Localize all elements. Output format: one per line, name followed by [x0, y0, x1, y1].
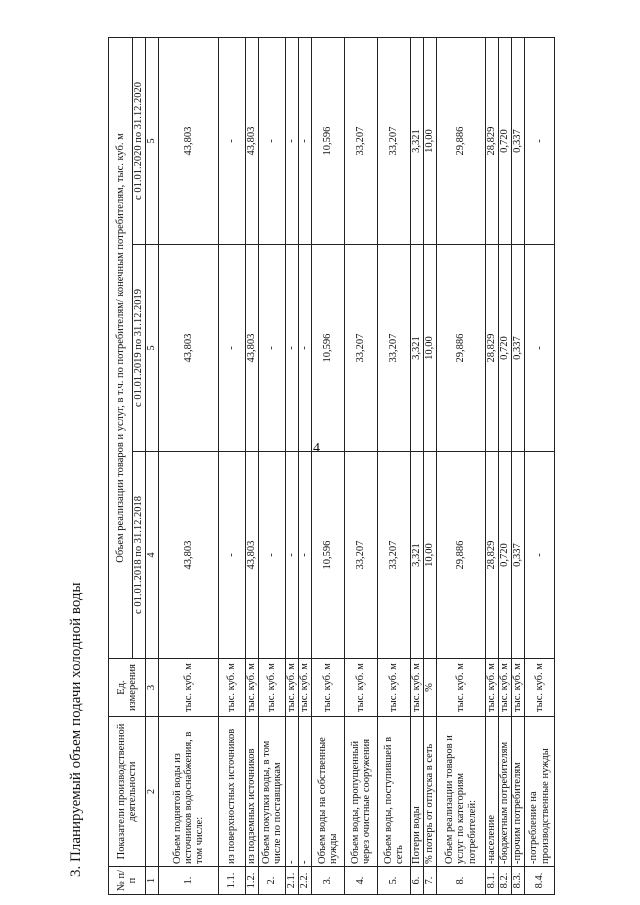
- row-value-2019: 43,803: [159, 245, 219, 452]
- header-unit: Ед. измерения: [109, 659, 146, 717]
- row-value-2019: -: [286, 245, 299, 452]
- row-indicator: Объем воды, пропущенный через очистные сооружения: [345, 717, 378, 867]
- row-value-2018: -: [299, 452, 312, 659]
- row-unit: тыс. куб. м: [345, 659, 378, 717]
- row-indicator: Объем реализации товаров и услуг по категориям потребителей:: [437, 717, 486, 867]
- row-value-2019: 28,829: [486, 245, 499, 452]
- row-value-2019: 33,207: [378, 245, 411, 452]
- row-value-2020: 43,803: [246, 37, 259, 244]
- row-unit: тыс. куб. м: [486, 659, 499, 717]
- row-number: 5.: [378, 867, 411, 895]
- index-cell: 1: [146, 867, 159, 895]
- row-value-2020: 33,207: [378, 37, 411, 244]
- row-unit: тыс. куб. м: [159, 659, 219, 717]
- row-value-2018: 0,337: [512, 452, 525, 659]
- row-value-2018: 43,803: [246, 452, 259, 659]
- row-unit: тыс. куб. м: [299, 659, 312, 717]
- row-unit: тыс. куб. м: [312, 659, 345, 717]
- water-supply-table: [108, 37, 555, 895]
- row-indicator: -прочим потребителям: [512, 717, 525, 867]
- row-value-2020: -: [525, 37, 555, 244]
- row-number: 1.2.: [246, 867, 259, 895]
- table-row: [159, 37, 219, 894]
- row-unit: тыс. куб. м: [286, 659, 299, 717]
- row-unit: тыс. куб. м: [411, 659, 424, 717]
- header-row-top: [109, 37, 133, 894]
- row-value-2018: 33,207: [345, 452, 378, 659]
- row-number: 1.: [159, 867, 219, 895]
- table-row: [299, 37, 312, 894]
- row-indicator: -население: [486, 717, 499, 867]
- row-unit: тыс. куб. м: [525, 659, 555, 717]
- table-row: [424, 37, 437, 894]
- row-number: 8.1.: [486, 867, 499, 895]
- row-number: 2.2.: [299, 867, 312, 895]
- row-indicator: Объем воды, поступившей в сеть: [378, 717, 411, 867]
- section-heading: 3. Планируемый объем подачи холодной воды: [68, 582, 84, 877]
- table-row: [246, 37, 259, 894]
- index-cell: 5: [146, 37, 159, 244]
- row-number: 8.4.: [525, 867, 555, 895]
- header-period-2019: с 01.01.2019 по 31.12.2019: [133, 245, 146, 452]
- header-period-2018: с 01.01.2018 по 31.12.2018: [133, 452, 146, 659]
- table-row: [378, 37, 411, 894]
- row-number: 1.1.: [219, 867, 246, 895]
- row-value-2018: 0,720: [499, 452, 512, 659]
- row-value-2019: 33,207: [345, 245, 378, 452]
- index-row: [146, 37, 159, 894]
- row-value-2019: 29,886: [437, 245, 486, 452]
- row-number: 3.: [312, 867, 345, 895]
- row-value-2019: 10,596: [312, 245, 345, 452]
- table-row: [345, 37, 378, 894]
- row-indicator: -: [299, 717, 312, 867]
- row-value-2019: 0,337: [512, 245, 525, 452]
- row-value-2020: 33,207: [345, 37, 378, 244]
- row-number: 8.: [437, 867, 486, 895]
- header-group: Объем реализации товаров и услуг, в т.ч. по потребителям/ конечным потребителям, тыс. куб. м: [109, 37, 133, 658]
- row-value-2018: 28,829: [486, 452, 499, 659]
- row-value-2018: -: [525, 452, 555, 659]
- row-value-2018: 10,596: [312, 452, 345, 659]
- row-value-2018: 3,321: [411, 452, 424, 659]
- row-value-2020: 0,337: [512, 37, 525, 244]
- row-value-2020: -: [259, 37, 286, 244]
- row-unit: тыс. куб. м: [219, 659, 246, 717]
- index-cell: 4: [146, 452, 159, 659]
- table-row: [259, 37, 286, 894]
- row-number: 6.: [411, 867, 424, 895]
- table-row: [312, 37, 345, 894]
- row-value-2018: -: [219, 452, 246, 659]
- row-indicator: Объем воды на собственные нужды: [312, 717, 345, 867]
- header-num: № п/п: [109, 867, 146, 895]
- index-cell: 5: [146, 245, 159, 452]
- row-value-2019: 3,321: [411, 245, 424, 452]
- row-unit: тыс. куб. м: [437, 659, 486, 717]
- row-indicator: -: [286, 717, 299, 867]
- row-value-2018: 10,00: [424, 452, 437, 659]
- row-value-2018: -: [286, 452, 299, 659]
- header-period-2020: с 01.01.2020 по 31.12.2020: [133, 37, 146, 244]
- row-indicator: -потребление на производственные нужды: [525, 717, 555, 867]
- row-number: 2.: [259, 867, 286, 895]
- row-number: 8.2.: [499, 867, 512, 895]
- table-row: [486, 37, 499, 894]
- table-row: [286, 37, 299, 894]
- row-unit: тыс. куб. м: [246, 659, 259, 717]
- row-value-2019: 10,00: [424, 245, 437, 452]
- row-indicator: из поверхностных источников: [219, 717, 246, 867]
- row-number: 7.: [424, 867, 437, 895]
- row-unit: %: [424, 659, 437, 717]
- row-value-2020: 3,321: [411, 37, 424, 244]
- row-number: 8.3.: [512, 867, 525, 895]
- page-number: 4: [313, 441, 320, 456]
- row-value-2019: -: [525, 245, 555, 452]
- row-value-2020: 29,886: [437, 37, 486, 244]
- row-value-2018: 29,886: [437, 452, 486, 659]
- row-number: 2.1.: [286, 867, 299, 895]
- row-value-2020: -: [219, 37, 246, 244]
- row-value-2018: 43,803: [159, 452, 219, 659]
- row-value-2020: -: [299, 37, 312, 244]
- row-value-2019: -: [299, 245, 312, 452]
- row-indicator: % потерь от отпуска в сеть: [424, 717, 437, 867]
- row-indicator: Объем покупки воды, в том числе по поставщикам: [259, 717, 286, 867]
- row-value-2020: 0,720: [499, 37, 512, 244]
- row-indicator: из подземных источников: [246, 717, 259, 867]
- row-value-2018: 33,207: [378, 452, 411, 659]
- row-value-2019: 0,720: [499, 245, 512, 452]
- row-indicator: Потери воды: [411, 717, 424, 867]
- table-row: [512, 37, 525, 894]
- row-value-2020: 43,803: [159, 37, 219, 244]
- row-unit: тыс. куб. м: [512, 659, 525, 717]
- table-row: [499, 37, 512, 894]
- table-row: [411, 37, 424, 894]
- row-value-2020: 10,596: [312, 37, 345, 244]
- row-value-2019: 43,803: [246, 245, 259, 452]
- row-value-2019: -: [259, 245, 286, 452]
- row-unit: тыс. куб. м: [259, 659, 286, 717]
- row-number: 4.: [345, 867, 378, 895]
- header-indicator: Показатели производственной деятельности: [109, 717, 146, 867]
- row-unit: тыс. куб. м: [499, 659, 512, 717]
- row-value-2020: 10,00: [424, 37, 437, 244]
- table-row: [437, 37, 486, 894]
- row-indicator: Объем поднятой воды из источников водоснабжения, в том числе:: [159, 717, 219, 867]
- table-row: [525, 37, 555, 894]
- row-value-2020: -: [286, 37, 299, 244]
- row-value-2019: -: [219, 245, 246, 452]
- index-cell: 3: [146, 659, 159, 717]
- row-value-2018: -: [259, 452, 286, 659]
- index-cell: 2: [146, 717, 159, 867]
- row-unit: тыс. куб. м: [378, 659, 411, 717]
- table-row: [219, 37, 246, 894]
- row-value-2020: 28,829: [486, 37, 499, 244]
- row-indicator: -бюджетным потребителям: [499, 717, 512, 867]
